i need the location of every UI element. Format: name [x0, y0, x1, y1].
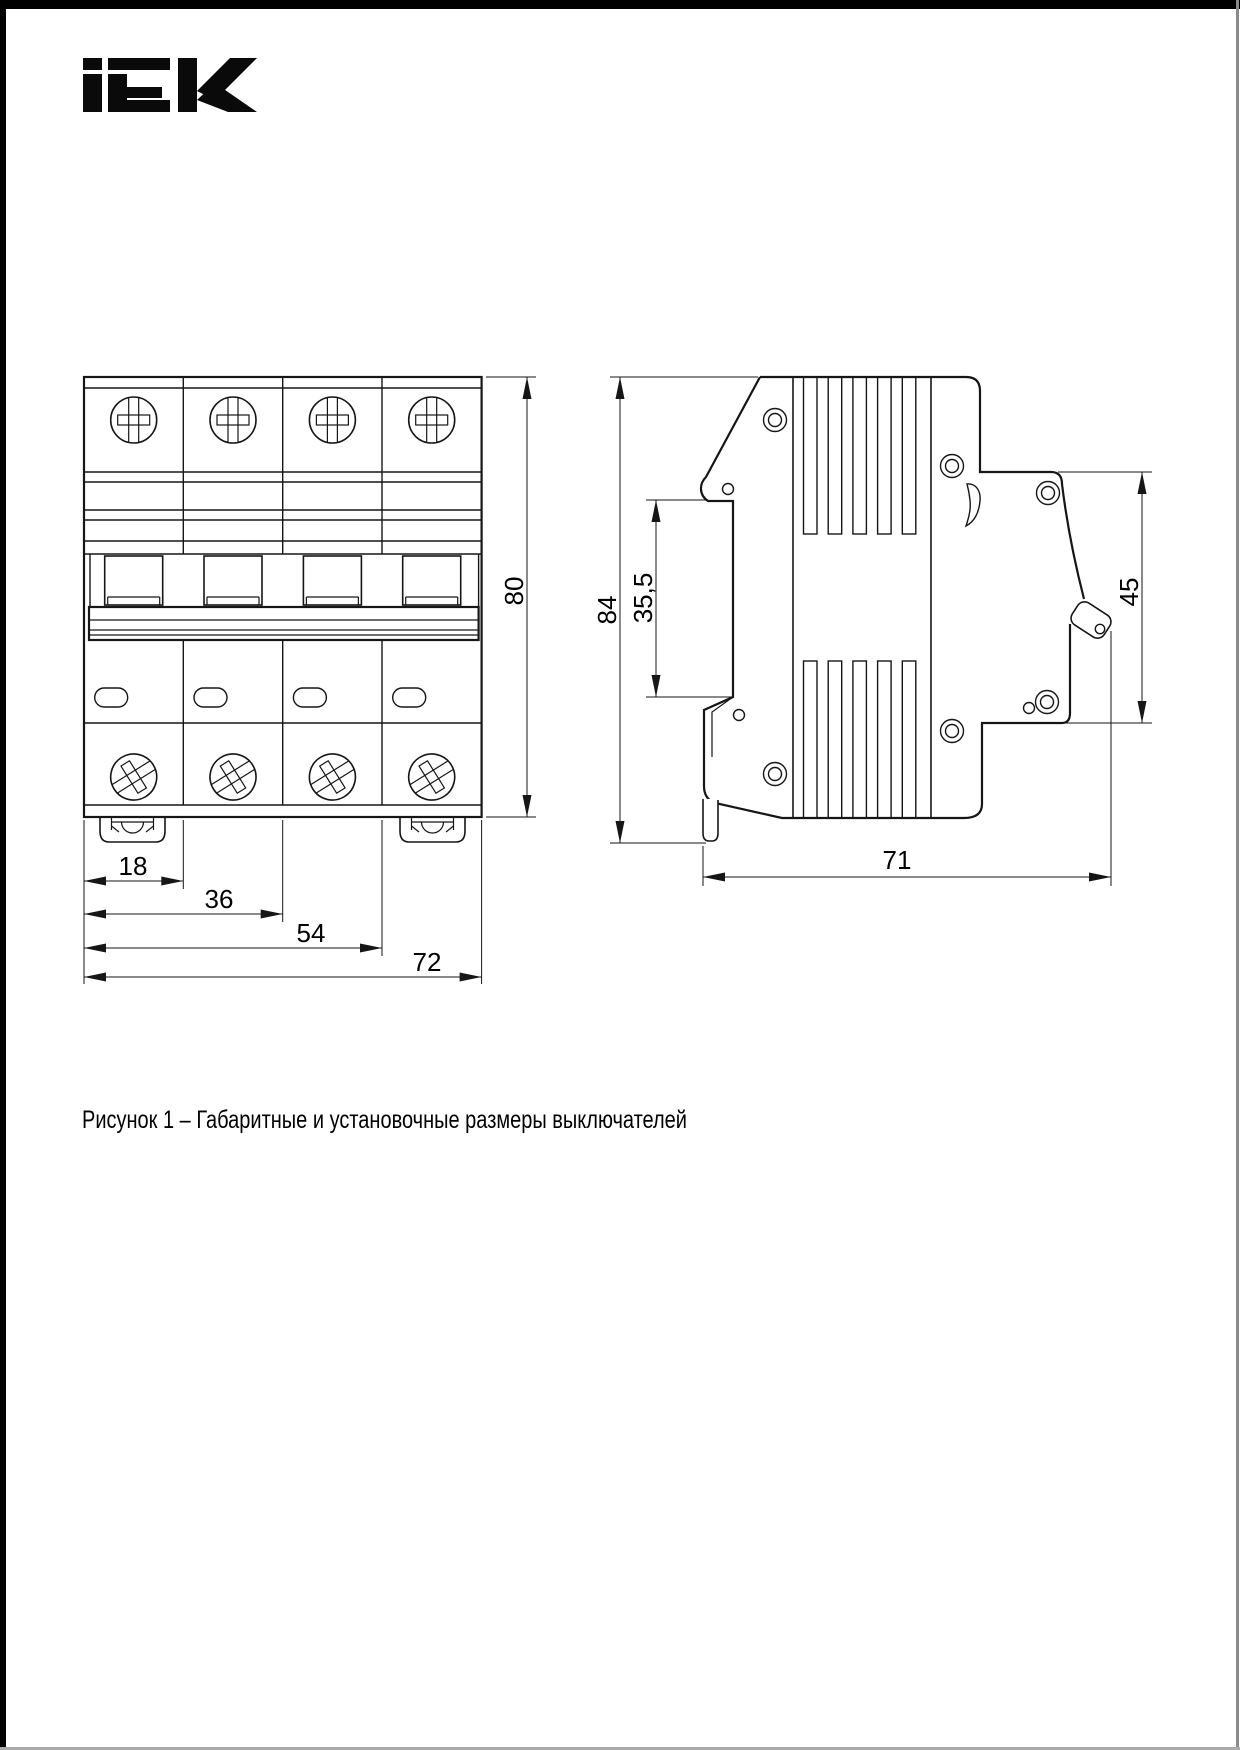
figure-caption: Рисунок 1 – Габаритные и установочные размеры выключателей	[82, 1106, 687, 1134]
dim-total-depth-label: 71	[882, 845, 912, 875]
dim-upper-depth-label: 45	[1114, 577, 1144, 607]
toggle-interconnect-bar	[89, 607, 479, 640]
dim-height-84-label: 84	[592, 595, 622, 625]
toggle-levers	[90, 554, 479, 607]
marking-windows	[95, 688, 426, 707]
vent-band	[793, 377, 931, 818]
dim-two-modules-label: 36	[204, 884, 234, 914]
dim-three-modules-label: 54	[296, 918, 326, 948]
front-view	[84, 377, 482, 842]
side-view	[701, 377, 1084, 841]
terminal-clamp	[1068, 599, 1114, 642]
dimensions	[84, 377, 1152, 984]
din-leg-mask	[703, 799, 718, 839]
module-separators	[183, 377, 382, 805]
dim-total-width-label: 72	[412, 947, 442, 977]
dim-module-width-label: 18	[118, 851, 148, 881]
dim-din-slot-label: 35,5	[628, 572, 658, 624]
kidney-slot	[966, 484, 980, 526]
dim-height-80-label: 80	[499, 576, 529, 606]
